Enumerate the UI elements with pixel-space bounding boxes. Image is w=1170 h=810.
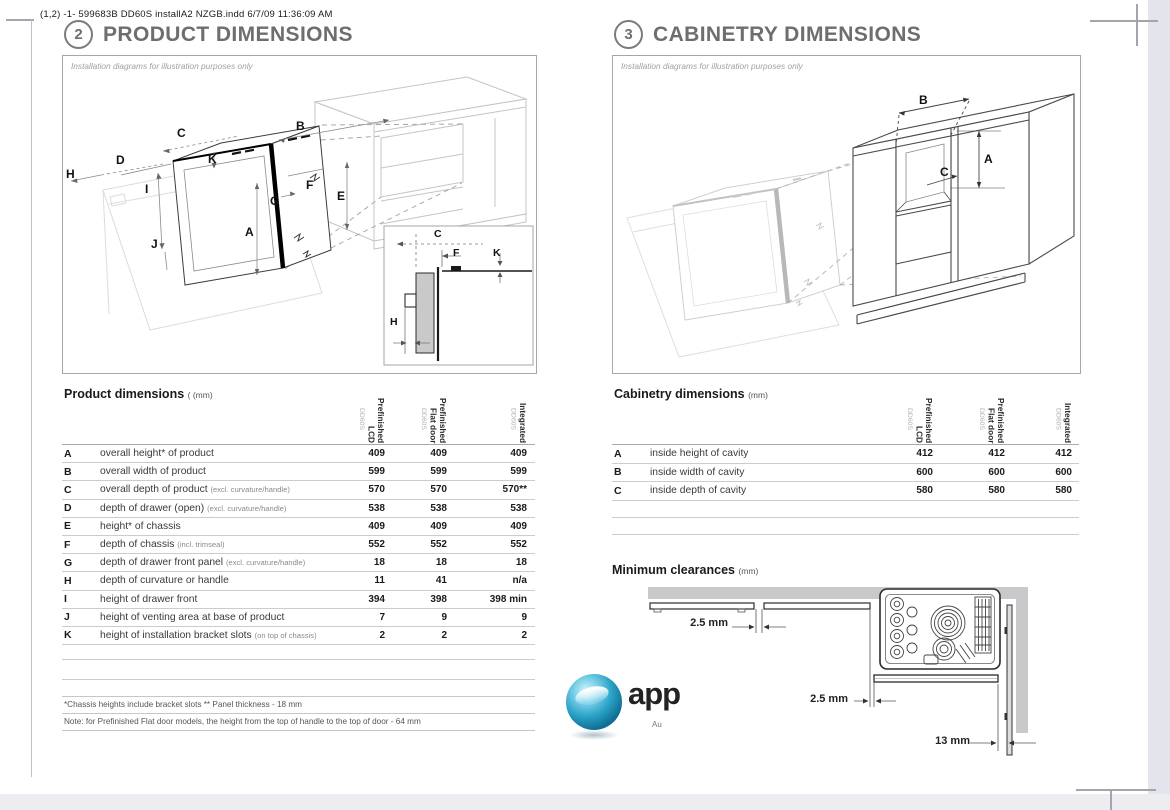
crop-mark — [1110, 789, 1112, 810]
clearance-value-2: 2.5 mm — [810, 693, 848, 705]
dim-label-J: J — [151, 237, 158, 251]
logo-subtext: Au — [652, 720, 662, 729]
dim-label-C: C — [940, 165, 949, 179]
empty-rule — [62, 659, 535, 660]
table-row: G depth of drawer front panel (excl. curvature/handle) 18 18 18 — [62, 554, 535, 572]
table-row: D depth of drawer (open) (excl. curvature/handle) 538 538 538 — [62, 500, 535, 518]
footnote: *Chassis heights include bracket slots ** Panel thickness - 18 mm — [62, 696, 535, 713]
table-row: B overall width of product 599 599 599 — [62, 463, 535, 481]
dim-label-K: K — [208, 152, 217, 166]
dim-label-G: G — [270, 194, 280, 208]
table-row: J height of venting area at base of product 7 9 9 — [62, 609, 535, 627]
table-row: E height* of chassis 409 409 409 — [62, 518, 535, 536]
table-row: C inside depth of cavity 580 580 580 — [612, 482, 1079, 501]
table-row: I height of drawer front 394 398 398 min — [62, 591, 535, 609]
dim-label-H: H — [66, 167, 75, 181]
inset-label-C: C — [434, 228, 442, 240]
column-header-integrated: Integrated DD60S — [1054, 402, 1073, 443]
product-diagram-box — [62, 55, 537, 374]
dim-label-F: F — [306, 178, 314, 192]
clearances-unit: (mm) — [738, 566, 759, 576]
table-unit: ( (mm) — [187, 390, 213, 400]
page-edge-right — [1148, 0, 1170, 810]
clearance-value-3: 13 mm — [935, 735, 970, 747]
section-number-badge: 2 — [64, 20, 93, 49]
empty-rule — [612, 517, 1079, 518]
dim-label-E: E — [337, 189, 346, 203]
inset-label-K: K — [493, 247, 501, 259]
table-row: H depth of curvature or handle 11 41 n/a — [62, 572, 535, 590]
empty-rule — [612, 534, 1079, 535]
product-isometric-diagram — [63, 56, 534, 371]
crop-mark — [31, 20, 32, 777]
dim-label-A: A — [984, 152, 993, 166]
cabinetry-isometric-diagram — [613, 56, 1078, 371]
table-row: A overall height* of product 409 409 409 — [62, 445, 535, 463]
column-header-prefinished-lcd: Prefinished LCD DD60S — [906, 397, 934, 443]
dim-label-D: D — [116, 153, 125, 167]
footnote: Note: for Prefinished Flat door models, the height from the top of handle to the top of door - 64 mm — [62, 713, 535, 731]
print-file-line: (1,2) -1- 599683B DD60S installA2 NZGB.indd 6/7/09 11:36:09 AM — [40, 9, 333, 20]
product-table-header — [62, 385, 535, 444]
clearance-value-1: 2.5 mm — [690, 617, 728, 629]
section-title: CABINETRY DIMENSIONS — [653, 22, 922, 46]
table-row: K height of installation bracket slots (on top of chassis) 2 2 2 — [62, 627, 535, 645]
table-title-text: Cabinetry dimensions — [614, 387, 745, 401]
watermark-logo — [566, 668, 681, 750]
column-header-integrated: Integrated DD60S — [509, 402, 528, 443]
cabinetry-dimensions-table — [612, 385, 1079, 535]
inset-label-F: F — [453, 247, 460, 259]
dim-label-C: C — [177, 126, 186, 140]
logo-text: app — [628, 676, 681, 711]
table-unit: (mm) — [748, 390, 768, 400]
dim-label-B: B — [296, 119, 305, 133]
dim-label-I: I — [145, 182, 149, 196]
column-header-prefinished-lcd: Prefinished LCD DD60S — [358, 397, 386, 443]
cabinetry-table-header — [612, 385, 1079, 444]
crop-mark — [6, 19, 34, 21]
table-row: F depth of chassis (incl. trimseal) 552 552 552 — [62, 536, 535, 554]
logo-shadow — [569, 730, 619, 740]
table-title — [64, 387, 213, 401]
diagram-disclaimer: Installation diagrams for illustration purposes only — [621, 61, 803, 71]
column-header-prefinished-flatdoor: Prefinished Flat door DD60S — [420, 397, 448, 443]
footnotes — [62, 696, 535, 731]
diagram-disclaimer: Installation diagrams for illustration purposes only — [71, 61, 253, 71]
section-number-badge: 3 — [614, 20, 643, 49]
crop-mark — [1090, 20, 1158, 22]
table-row: C overall depth of product (excl. curvature/handle) 570 570 570** — [62, 481, 535, 499]
dim-label-B: B — [919, 93, 928, 107]
table-title — [614, 387, 768, 401]
section-title: PRODUCT DIMENSIONS — [103, 22, 353, 46]
crop-mark — [1136, 4, 1138, 46]
product-dimensions-table — [62, 385, 535, 731]
inset-label-H: H — [390, 316, 398, 328]
page-edge-bottom — [0, 794, 1170, 810]
crop-mark — [1076, 789, 1156, 791]
column-header-prefinished-flatdoor: Prefinished Flat door DD60S — [978, 397, 1006, 443]
dim-label-A: A — [245, 225, 254, 239]
section-product-header — [64, 20, 353, 49]
table-row: B inside width of cavity 600 600 600 — [612, 464, 1079, 483]
empty-rule — [62, 679, 535, 680]
cabinetry-diagram-box — [612, 55, 1081, 374]
table-title-text: Product dimensions — [64, 387, 185, 401]
section-cabinetry-header — [614, 20, 921, 49]
clearances-title: Minimum clearances (mm) — [612, 563, 759, 577]
table-row: A inside height of cavity 412 412 412 — [612, 445, 1079, 464]
clearances-plan-diagram — [648, 583, 1080, 768]
